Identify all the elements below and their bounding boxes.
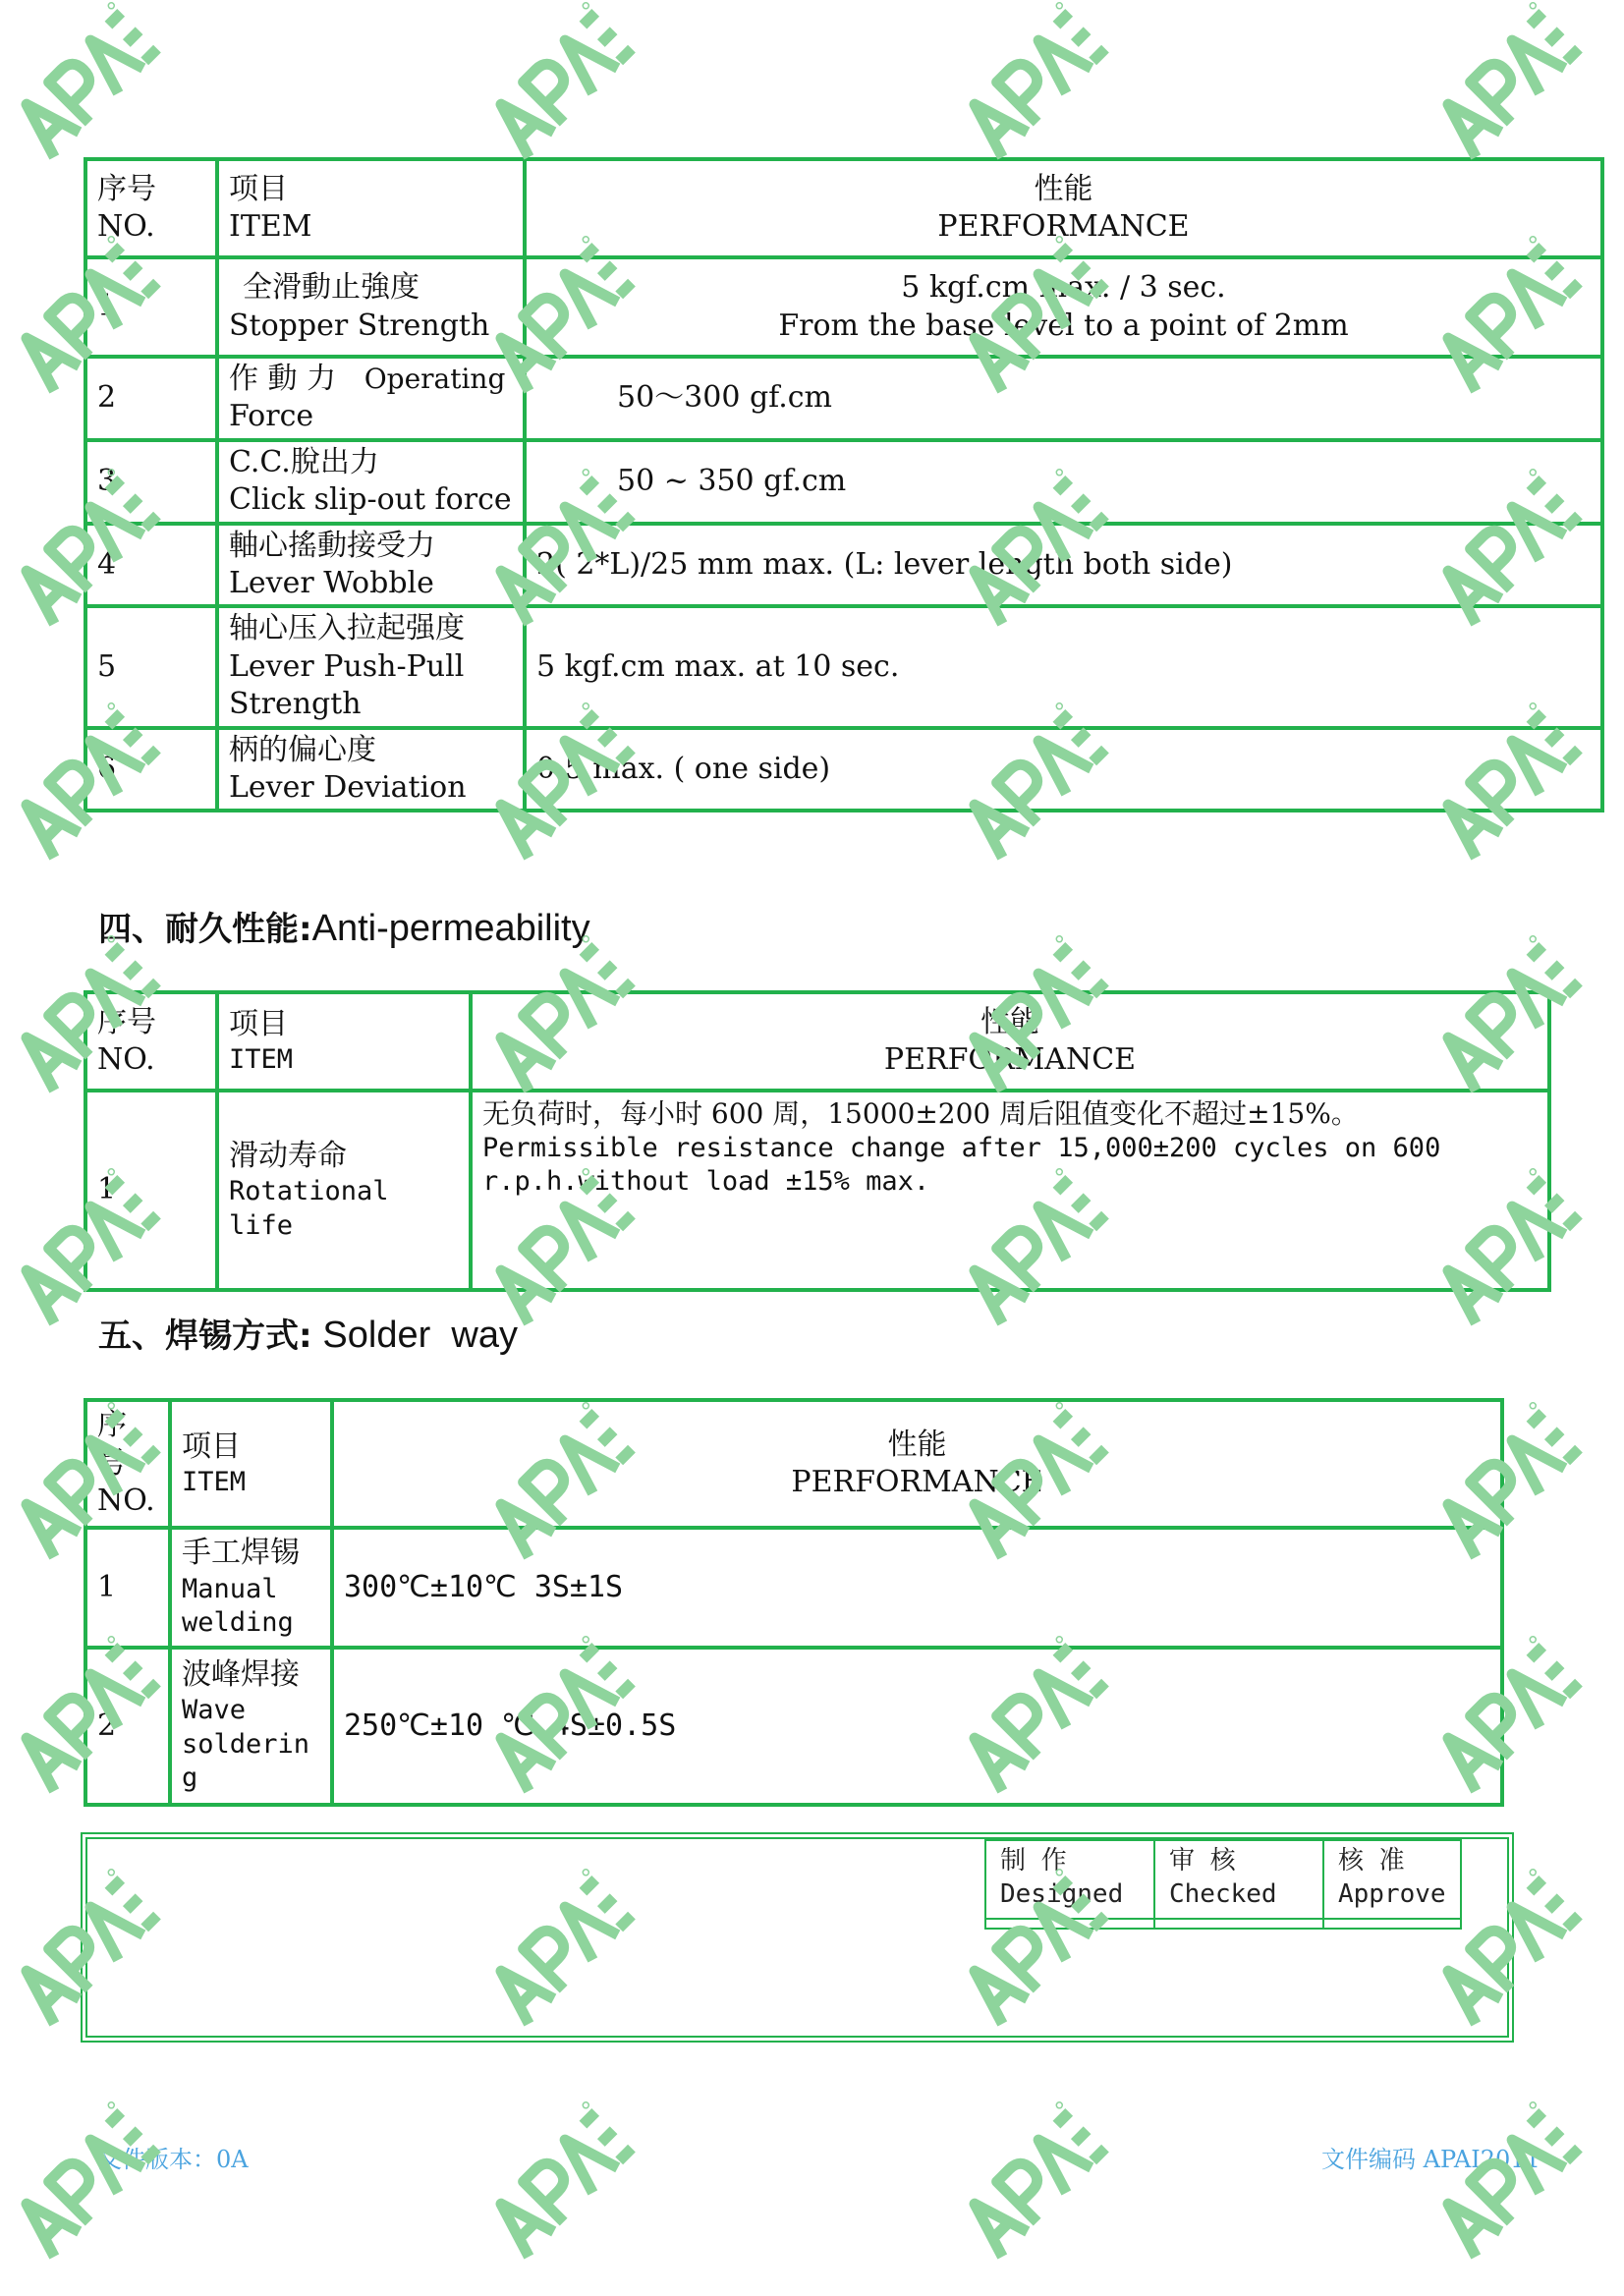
row-item: 滑动寿命 Rotational life bbox=[217, 1091, 471, 1290]
row-no: 6 bbox=[85, 728, 217, 812]
table-row bbox=[85, 606, 1602, 727]
header-item: 项目 ITEM bbox=[170, 1400, 332, 1528]
header-no: 序号 NO. bbox=[85, 159, 217, 257]
row-item: 轴心压入拉起强度 Lever Push-Pull Strength bbox=[217, 606, 525, 727]
section-title-solder-way: 五、焊锡方式: Solder way bbox=[98, 1315, 518, 1356]
header-performance: 性能 PERFORMANCE bbox=[525, 159, 1602, 257]
row-no: 2 bbox=[85, 357, 217, 440]
spec-table-3 bbox=[84, 1398, 1504, 1807]
row-item: 軸心搖動接受力 Lever Wobble bbox=[217, 524, 525, 607]
row-no: 2 bbox=[85, 1648, 170, 1805]
row-item: 作 動 力 Operating Force bbox=[217, 357, 525, 440]
checked-signature-cell bbox=[1154, 1919, 1323, 1929]
apai-watermark-logo-icon bbox=[475, 2100, 642, 2267]
row-item: 波峰焊接 Wave solderin g bbox=[170, 1648, 332, 1805]
row-performance: 250℃±10 ℃ 4S±0.5S bbox=[332, 1648, 1502, 1805]
apai-watermark-logo-icon bbox=[1422, 2100, 1589, 2267]
apai-watermark-logo-icon bbox=[948, 0, 1115, 167]
row-performance: 300℃±10℃ 3S±1S bbox=[332, 1528, 1502, 1648]
table-header-row bbox=[85, 992, 1549, 1091]
row-no: 4 bbox=[85, 524, 217, 607]
spec-table-1 bbox=[84, 157, 1604, 812]
signoff-grid bbox=[984, 1839, 1462, 1930]
designed-signature-cell bbox=[985, 1919, 1154, 1929]
header-item: 项目 ITEM bbox=[217, 992, 471, 1091]
row-performance: 5 kgf.cm max. at 10 sec. bbox=[525, 606, 1602, 727]
row-no: 1 bbox=[85, 1091, 217, 1290]
table-row bbox=[85, 1091, 1549, 1290]
designed-label: 制 作 Designed bbox=[985, 1840, 1154, 1919]
header-no: 序号 NO. bbox=[85, 992, 217, 1091]
approve-label: 核 准 Approve bbox=[1323, 1840, 1461, 1919]
row-performance: 2( 2*L)/25 mm max. (L: lever length both side) bbox=[525, 524, 1602, 607]
apai-watermark-logo-icon bbox=[0, 2100, 167, 2267]
row-performance: 0.5 max. ( one side) bbox=[525, 728, 1602, 812]
document-version: 文件版本：0A bbox=[98, 2146, 249, 2173]
row-no: 1 bbox=[85, 257, 217, 357]
table-row bbox=[85, 440, 1602, 524]
table-row bbox=[85, 257, 1602, 357]
row-no: 5 bbox=[85, 606, 217, 727]
apai-watermark-logo-icon bbox=[1422, 0, 1589, 167]
table-header-row bbox=[85, 159, 1602, 257]
row-performance: 5 kgf.cm max. / 3 sec. From the base level to a point of 2mm bbox=[525, 257, 1602, 357]
table-row bbox=[85, 357, 1602, 440]
row-item: 柄的偏心度 Lever Deviation bbox=[217, 728, 525, 812]
row-no: 1 bbox=[85, 1528, 170, 1648]
spec-table-2 bbox=[84, 990, 1551, 1292]
checked-label: 审 核 Checked bbox=[1154, 1840, 1323, 1919]
row-item: 全滑動止強度 Stopper Strength bbox=[217, 257, 525, 357]
signoff-box bbox=[81, 1832, 1514, 2043]
document-code: 文件编码 APAI2011 bbox=[1321, 2146, 1540, 2173]
section-title-anti-permeability: 四、耐久性能:Anti-permeability bbox=[98, 908, 590, 949]
row-performance: 无负荷时，每小时 600 周，15000±200 周后阻值变化不超过±15%。 Permissible resistance change after 15,000±200 cycles on 600 r.p.h.without load ±15% max. bbox=[471, 1091, 1549, 1290]
row-item: C.C.脫出力 Click slip-out force bbox=[217, 440, 525, 524]
header-item: 项目 ITEM bbox=[217, 159, 525, 257]
table-row bbox=[85, 524, 1602, 607]
row-performance: 50～300 gf.cm bbox=[525, 357, 1602, 440]
table-row bbox=[85, 728, 1602, 812]
approve-signature-cell bbox=[1323, 1919, 1461, 1929]
apai-watermark-logo-icon bbox=[948, 2100, 1115, 2267]
row-item: 手工焊锡 Manual welding bbox=[170, 1528, 332, 1648]
header-performance: 性能 PERFORMANCE bbox=[332, 1400, 1502, 1528]
row-no: 3 bbox=[85, 440, 217, 524]
apai-watermark-logo-icon bbox=[0, 0, 167, 167]
table-header-row bbox=[85, 1400, 1502, 1528]
header-performance: 性能 PERFORMANCE bbox=[471, 992, 1549, 1091]
table-row bbox=[85, 1648, 1502, 1805]
table-row bbox=[85, 1528, 1502, 1648]
apai-watermark-logo-icon bbox=[475, 0, 642, 167]
row-performance: 50 ~ 350 gf.cm bbox=[525, 440, 1602, 524]
header-no: 序 号 NO. bbox=[85, 1400, 170, 1528]
